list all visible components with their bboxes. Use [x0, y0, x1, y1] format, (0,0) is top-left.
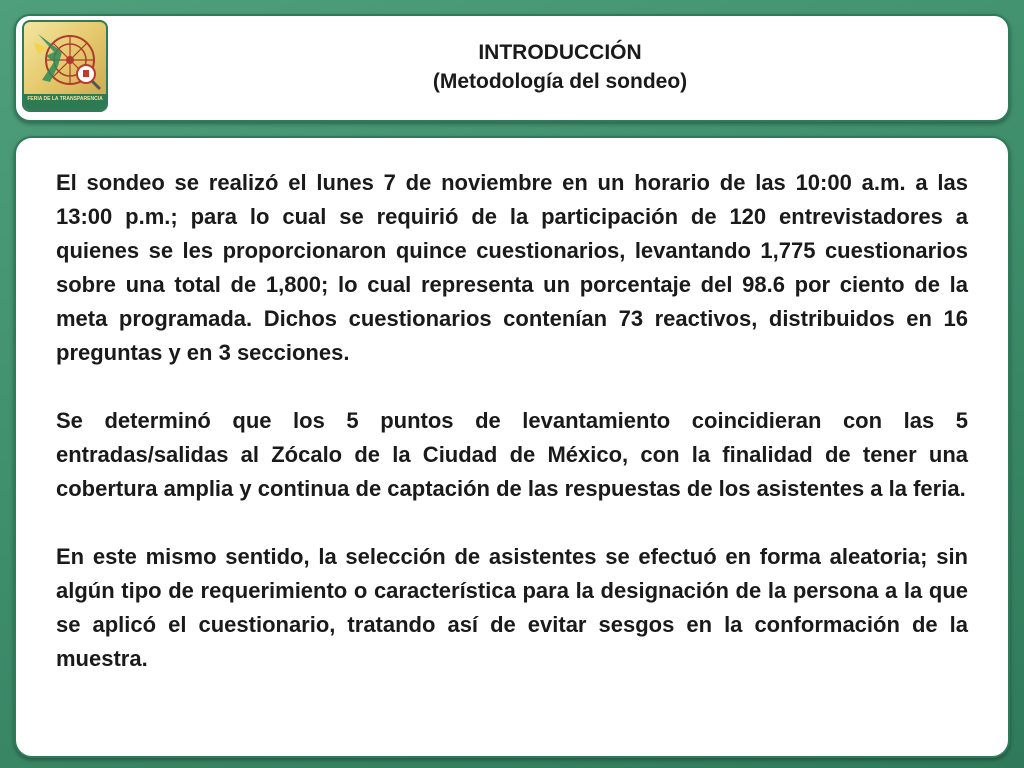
page-subtitle: (Metodología del sondeo) — [432, 70, 688, 93]
title-block — [110, 38, 1010, 96]
paragraph-2: Se determinó que los 5 puntos de levantamiento coincidieran con las 5 entradas/salidas al Zócalo de la Ciudad de México, con la finalidad de tener una cobertura amplia y continua de captación de las respuestas de los asistentes a la feria. — [56, 408, 968, 501]
page-title: INTRODUCCIÓN — [478, 41, 642, 64]
feria-transparencia-logo-icon — [22, 20, 108, 112]
paragraph-3: En este mismo sentido, la selección de asistentes se efectuó en forma aleatoria; sin algún tipo de requerimiento o característica para la designación de la persona a la que se aplicó el cuestionario, tratando así de evitar sesgos en la conformación de la muestra. — [56, 544, 968, 671]
logo-caption: FERIA DE LA TRANSPARENCIA — [27, 96, 103, 102]
paragraph-1: El sondeo se realizó el lunes 7 de noviembre en un horario de las 10:00 a.m. a las 13:00 p.m.; para lo cual se requirió de la participación de 120 entrevistadores a quienes se les proporcionaron quince cuestionarios, levantando 1,775 cuestionarios sobre una total de 1,800; lo cual representa un porcentaje del 98.6 por ciento de la meta programada. Dichos cuestionarios contenían 73 reactivos, distribuidos en 16 preguntas y en 3 secciones. — [56, 170, 968, 365]
body-panel — [14, 136, 1010, 758]
body-text — [56, 166, 968, 676]
